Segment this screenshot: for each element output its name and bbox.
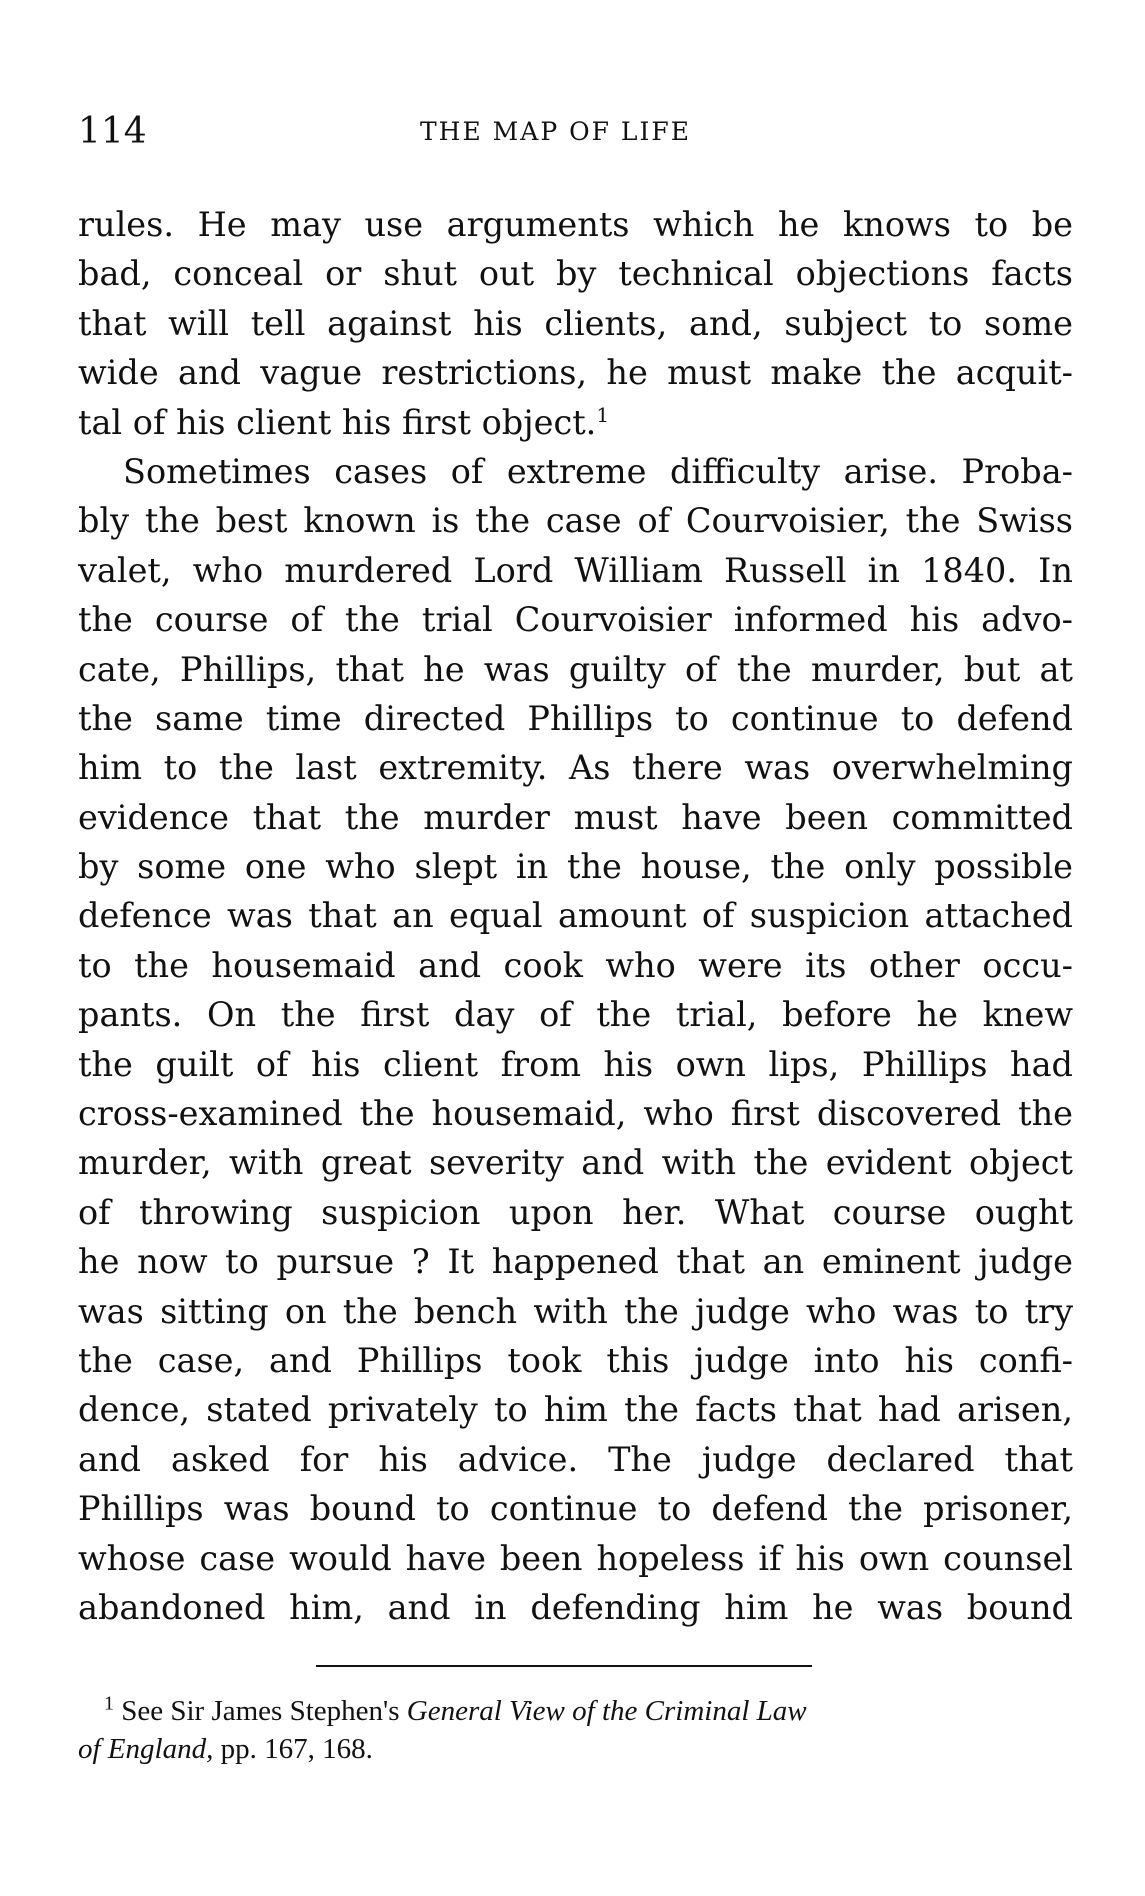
text-line: the guilt of his client from his own lips, Phillips had	[78, 1044, 1073, 1084]
text-line: the same time directed Phillips to continue to defend	[78, 698, 1073, 738]
text-line: rules. He may use arguments which he knows to be	[78, 205, 1073, 244]
text-line: him to the last extremity. As there was overwhelming	[78, 748, 1073, 788]
text-line: whose case would have been hopeless if his own counsel	[78, 1538, 1073, 1578]
running-title: THE MAP OF LIFE	[420, 117, 691, 146]
text-line: cate, Phillips, that he was guilty of the murder, but at	[78, 649, 1073, 689]
text-line: that will tell against his clients, and, subject to some	[78, 303, 1073, 343]
footnote-line	[78, 1730, 1073, 1768]
text-line: the course of the trial Courvoisier informed his advo-	[78, 600, 1073, 640]
text-line: defence was that an equal amount of suspicion attached	[78, 896, 1073, 936]
text-line: bly the best known is the case of Courvoisier, the Swiss	[78, 501, 1073, 541]
footnote-marker: 1	[104, 1692, 114, 1715]
text-line: abandoned him, and in defending him he was bound	[78, 1587, 1073, 1627]
footnote-text: See Sir James Stephen's	[114, 1695, 407, 1727]
text-line-content: tal of his client his first object.	[78, 402, 597, 442]
text-line: Phillips was bound to continue to defend the prisoner,	[78, 1489, 1073, 1529]
text-line: of throwing suspicion upon her. What course ought	[78, 1192, 1073, 1232]
text-line	[78, 398, 1073, 447]
footnote-pages: pp. 167, 168.	[213, 1733, 373, 1765]
text-line: cross-examined the housemaid, who first discovered the	[78, 1094, 1073, 1134]
text-line: and asked for his advice. The judge declared that	[78, 1439, 1073, 1479]
footnote-divider	[316, 1665, 812, 1667]
page-number: 114	[78, 111, 147, 152]
footnote-line	[78, 1692, 1073, 1730]
text-line: was sitting on the bench with the judge who was to try	[78, 1291, 1073, 1331]
footnote	[78, 1692, 1073, 1768]
text-line: evidence that the murder must have been committed	[78, 797, 1073, 837]
text-line: valet, who murdered Lord William Russell in 1840. In	[78, 550, 1073, 590]
text-line: the case, and Phillips took this judge into his confi-	[78, 1340, 1073, 1380]
text-line: pants. On the first day of the trial, before he knew	[78, 995, 1073, 1035]
footnote-reference: 1	[596, 402, 610, 427]
text-line: by some one who slept in the house, the only possible	[78, 847, 1073, 887]
text-line: wide and vague restrictions, he must make the acquit-	[78, 353, 1073, 393]
footnote-book-title: General View of the Criminal Law	[406, 1695, 807, 1727]
text-line: bad, conceal or shut out by technical objections facts	[78, 254, 1073, 294]
text-line: murder, with great severity and with the evident object	[78, 1143, 1073, 1183]
running-head	[78, 112, 1078, 152]
text-line: to the housemaid and cook who were its other occu-	[78, 945, 1073, 985]
footnote-book-title-continued: of England,	[78, 1733, 214, 1765]
text-line: dence, stated privately to him the facts that had arisen,	[78, 1390, 1073, 1430]
text-line: he now to pursue ? It happened that an eminent judge	[78, 1242, 1073, 1282]
body-text	[78, 200, 1073, 1632]
text-line: Sometimes cases of extreme difficulty arise. Proba-	[123, 451, 1073, 491]
